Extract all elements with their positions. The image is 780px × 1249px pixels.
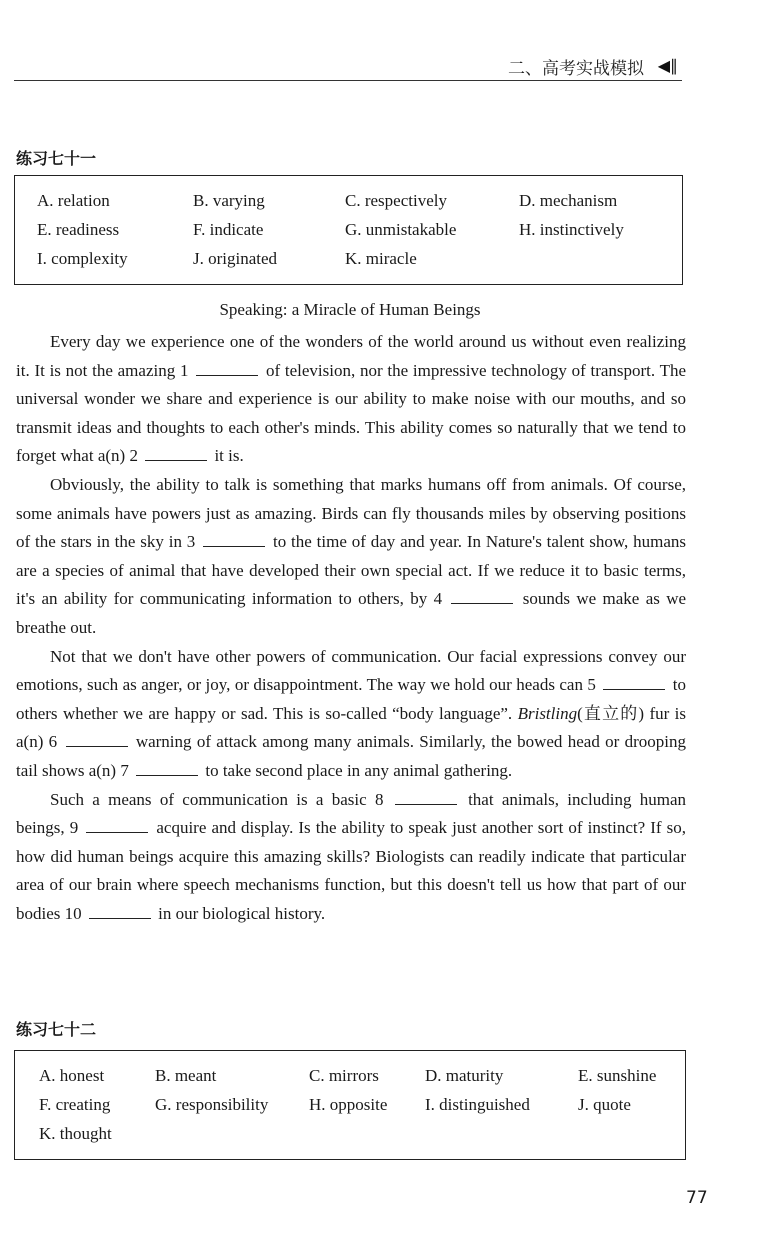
- word-option: J. originated: [193, 248, 278, 268]
- word-option: B. varying: [193, 190, 265, 210]
- word-option: F. indicate: [193, 219, 264, 239]
- passage-text: Such a means of communication is a basic 8: [50, 789, 384, 809]
- paragraph: [16, 643, 686, 786]
- answer-blank: [145, 446, 207, 461]
- passage-text: in our biological history.: [158, 903, 326, 923]
- passage-text: that animals, including human beings, 9: [16, 789, 687, 838]
- word-row: [37, 186, 682, 215]
- passage-body: [16, 328, 686, 928]
- italic-term: Bristling: [517, 703, 578, 723]
- exercise-71-word-box: [14, 175, 683, 285]
- passage-title: Speaking: a Miracle of Human Beings: [219, 300, 481, 319]
- word-option: K. miracle: [345, 248, 417, 268]
- section-marker-icon: ◀∥: [657, 56, 678, 75]
- word-option: A. honest: [39, 1065, 105, 1085]
- passage-text: acquire and display. Is the ability to speak just another sort of instinct? If so, how did human beings acquire this amazing skills? Biologists can readily indicate that particular area of our brain where speech mechanisms function, but this doesn't tell us how that part of our bodies 10: [16, 818, 687, 923]
- passage-text: sounds we make as we breathe out.: [16, 589, 687, 637]
- passage-text: Every day we experience one of the wonders of the world around us without even realizing it. It is not the amazing 1: [16, 332, 686, 380]
- word-option: H. opposite: [309, 1094, 388, 1114]
- word-option: E. readiness: [37, 219, 120, 239]
- word-option: J. quote: [578, 1094, 631, 1114]
- word-row: [37, 244, 682, 273]
- answer-blank: [66, 732, 128, 747]
- passage-text: to the time of day and year. In Nature's talent show, humans are a species of animal that have developed their own special act. If we reduce it to basic terms, it's an ability for communicating information to others, by 4: [16, 532, 687, 609]
- running-header: [14, 54, 682, 81]
- answer-blank: [203, 532, 265, 547]
- paragraph: [16, 328, 686, 471]
- word-row: [39, 1119, 685, 1148]
- word-option: G. unmistakable: [345, 219, 457, 239]
- word-option: B. meant: [155, 1065, 217, 1085]
- passage-text: to take second place in any animal gathering.: [205, 760, 513, 780]
- word-option: F. creating: [39, 1094, 111, 1114]
- word-option: C. respectively: [345, 190, 447, 210]
- word-option: H. instinctively: [519, 219, 624, 239]
- chinese-gloss: (直立的): [577, 703, 645, 723]
- word-option: I. complexity: [37, 248, 128, 268]
- word-option: G. responsibility: [155, 1094, 269, 1114]
- word-row: [39, 1061, 685, 1090]
- word-option: E. sunshine: [578, 1065, 657, 1085]
- word-option: D. mechanism: [519, 190, 618, 210]
- word-row: [39, 1090, 685, 1119]
- word-option: I. distinguished: [425, 1094, 530, 1114]
- word-option: A. relation: [37, 190, 110, 210]
- answer-blank: [395, 790, 457, 805]
- answer-blank: [86, 818, 148, 833]
- word-option: K. thought: [39, 1123, 112, 1143]
- passage-text: Obviously, the ability to talk is something that marks humans off from animals. Of course, some animals have powers just as amazing. Birds can fly thousands miles by observing positions of the stars in the sky in 3: [16, 474, 686, 552]
- paragraph: [16, 471, 686, 643]
- exercise-71-title: 练习七十一: [16, 149, 97, 168]
- answer-blank: [89, 904, 151, 919]
- passage-text: of television, nor the impressive technology of transport. The universal wonder we share and experience is our ability to make noise with our mouths, and so transmit ideas and thoughts to each other's minds. This ability comes so naturally that we tend to forget what a(n) 2: [16, 360, 687, 466]
- passage-text: it is.: [214, 446, 244, 466]
- exercise-72-word-box: [14, 1050, 686, 1160]
- paragraph: [16, 786, 686, 929]
- word-option: C. mirrors: [309, 1065, 379, 1085]
- section-title: 二、高考实战模拟: [508, 59, 644, 79]
- answer-blank: [603, 675, 665, 690]
- answer-blank: [196, 361, 258, 376]
- passage-text: warning of attack among many animals. Similarly, the bowed head or drooping tail shows a(n) 7: [16, 732, 687, 780]
- word-option: D. maturity: [425, 1065, 504, 1085]
- word-row: [37, 215, 682, 244]
- page-number: 77: [686, 1188, 708, 1208]
- answer-blank: [451, 589, 513, 604]
- passage-text: to others whether we are happy or sad. This is so-called “body language”.: [16, 675, 687, 723]
- answer-blank: [136, 761, 198, 776]
- passage-text: Not that we don't have other powers of communication. Our facial expressions convey our emotions, such as anger, or joy, or disappointment. The way we hold our heads can 5: [16, 646, 686, 695]
- passage-text: fur is a(n) 6: [16, 703, 686, 752]
- exercise-72-title: 练习七十二: [16, 1020, 97, 1039]
